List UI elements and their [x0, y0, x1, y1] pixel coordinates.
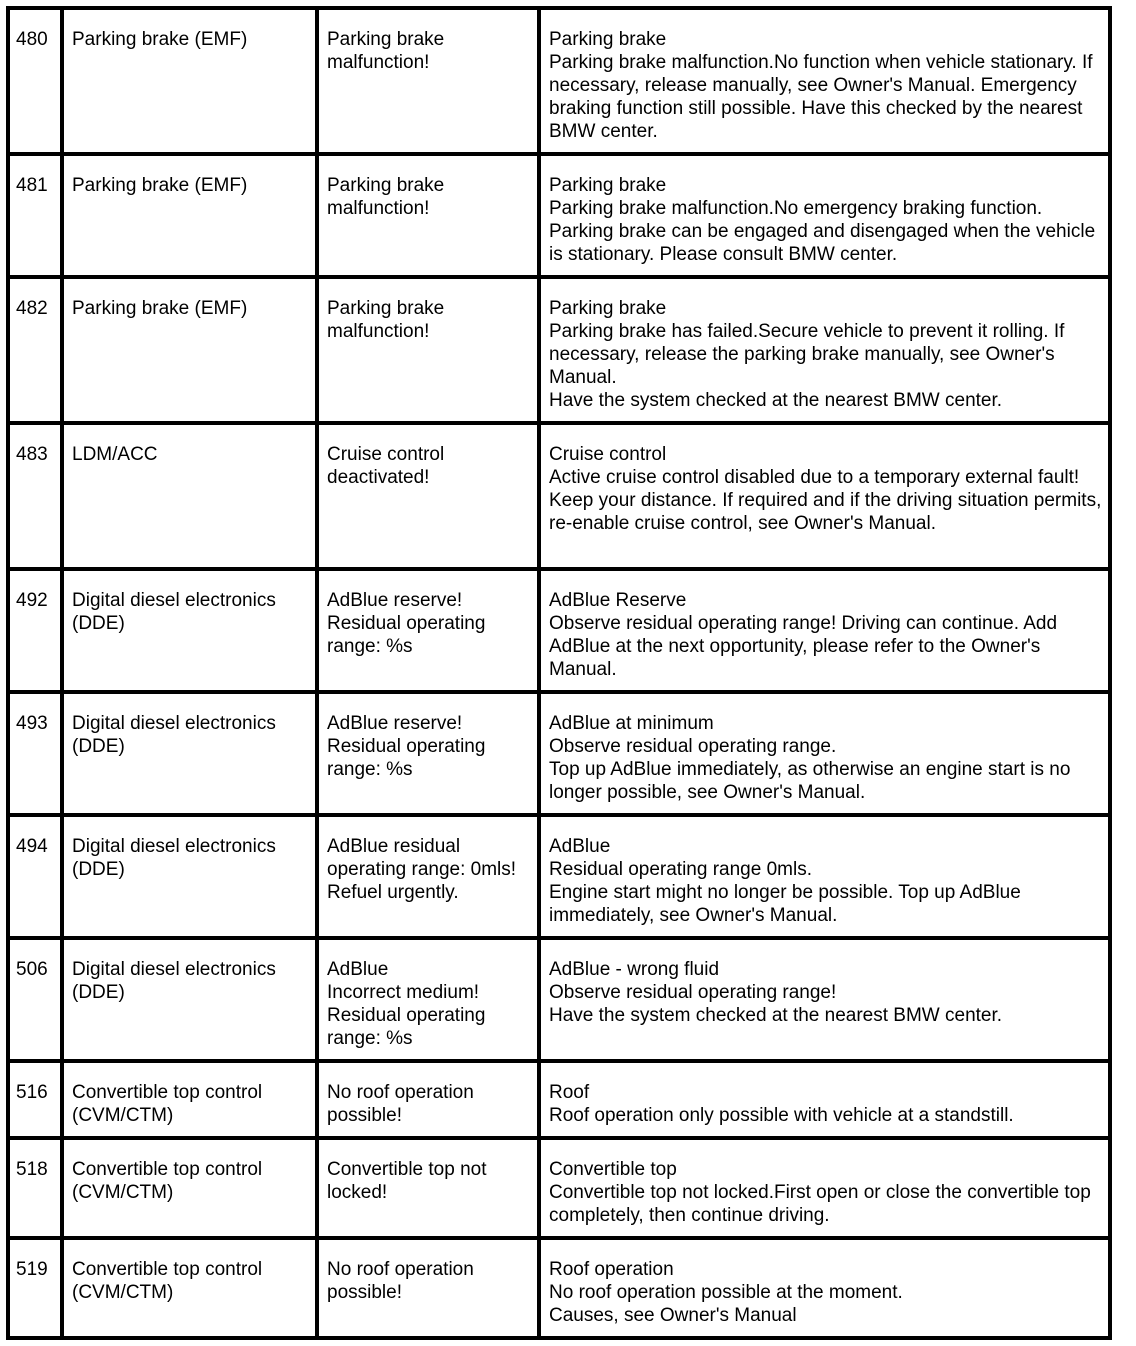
table-row	[8, 569, 1110, 692]
message-text-cell: Cruise control deactivated!	[317, 423, 539, 569]
table-row	[8, 938, 1110, 1061]
message-text-cell: AdBlue residual operating range: 0mls! Refuel urgently.	[317, 815, 539, 938]
table-row	[8, 1138, 1110, 1238]
table-row	[8, 8, 1110, 154]
description-cell: Roof Roof operation only possible with vehicle at a standstill.	[539, 1061, 1110, 1138]
description-cell: Parking brake Parking brake malfunction.No function when vehicle stationary. If necessary, release manually, see Owner's Manual. Emergency braking function still possible. Have this checked by the nearest BMW center.	[539, 8, 1110, 154]
description-cell: AdBlue Reserve Observe residual operating range! Driving can continue. Add AdBlue at the next opportunity, please refer to the Owner's Manual.	[539, 569, 1110, 692]
system-cell: Parking brake (EMF)	[62, 8, 317, 154]
description-cell: Cruise control Active cruise control disabled due to a temporary external fault! Keep your distance. If required and if the driving situation permits, re-enable cruise control, see Owner's Manual.	[539, 423, 1110, 569]
message-text-cell: Parking brake malfunction!	[317, 277, 539, 423]
message-text-cell: AdBlue reserve! Residual operating range: %s	[317, 569, 539, 692]
table-row	[8, 1238, 1110, 1338]
description-cell: AdBlue at minimum Observe residual operating range. Top up AdBlue immediately, as otherwise an engine start is no longer possible, see Owner's Manual.	[539, 692, 1110, 815]
table-row	[8, 154, 1110, 277]
system-cell: Convertible top control (CVM/CTM)	[62, 1238, 317, 1338]
message-number-cell: 516	[8, 1061, 62, 1138]
message-number-cell: 519	[8, 1238, 62, 1338]
message-text-cell: Parking brake malfunction!	[317, 154, 539, 277]
system-cell: LDM/ACC	[62, 423, 317, 569]
message-text-cell: AdBlue reserve! Residual operating range: %s	[317, 692, 539, 815]
message-number-cell: 493	[8, 692, 62, 815]
system-cell: Digital diesel electronics (DDE)	[62, 938, 317, 1061]
table-row	[8, 692, 1110, 815]
description-cell: Parking brake Parking brake malfunction.No emergency braking function. Parking brake can be engaged and disengaged when the vehicle is stationary. Please consult BMW center.	[539, 154, 1110, 277]
table-row	[8, 1061, 1110, 1138]
system-cell: Parking brake (EMF)	[62, 277, 317, 423]
table-row	[8, 277, 1110, 423]
system-cell: Digital diesel electronics (DDE)	[62, 692, 317, 815]
message-number-cell: 483	[8, 423, 62, 569]
message-text-cell: Convertible top not locked!	[317, 1138, 539, 1238]
description-cell: AdBlue - wrong fluid Observe residual operating range! Have the system checked at the nearest BMW center.	[539, 938, 1110, 1061]
description-cell: AdBlue Residual operating range 0mls. Engine start might no longer be possible. Top up AdBlue immediately, see Owner's Manual.	[539, 815, 1110, 938]
check-control-message-table	[6, 6, 1112, 1340]
table-row	[8, 815, 1110, 938]
system-cell: Convertible top control (CVM/CTM)	[62, 1138, 317, 1238]
message-number-cell: 480	[8, 8, 62, 154]
description-cell: Parking brake Parking brake has failed.Secure vehicle to prevent it rolling. If necessary, release the parking brake manually, see Owner's Manual. Have the system checked at the nearest BMW center.	[539, 277, 1110, 423]
table-body	[8, 8, 1110, 1338]
message-text-cell: Parking brake malfunction!	[317, 8, 539, 154]
message-number-cell: 518	[8, 1138, 62, 1238]
message-number-cell: 492	[8, 569, 62, 692]
table-row	[8, 423, 1110, 569]
system-cell: Digital diesel electronics (DDE)	[62, 569, 317, 692]
system-cell: Parking brake (EMF)	[62, 154, 317, 277]
message-number-cell: 506	[8, 938, 62, 1061]
message-text-cell: No roof operation possible!	[317, 1061, 539, 1138]
message-number-cell: 481	[8, 154, 62, 277]
message-number-cell: 494	[8, 815, 62, 938]
system-cell: Digital diesel electronics (DDE)	[62, 815, 317, 938]
message-text-cell: AdBlue Incorrect medium! Residual operating range: %s	[317, 938, 539, 1061]
message-text-cell: No roof operation possible!	[317, 1238, 539, 1338]
system-cell: Convertible top control (CVM/CTM)	[62, 1061, 317, 1138]
description-cell: Roof operation No roof operation possible at the moment. Causes, see Owner's Manual	[539, 1238, 1110, 1338]
description-cell: Convertible top Convertible top not locked.First open or close the convertible top completely, then continue driving.	[539, 1138, 1110, 1238]
message-number-cell: 482	[8, 277, 62, 423]
